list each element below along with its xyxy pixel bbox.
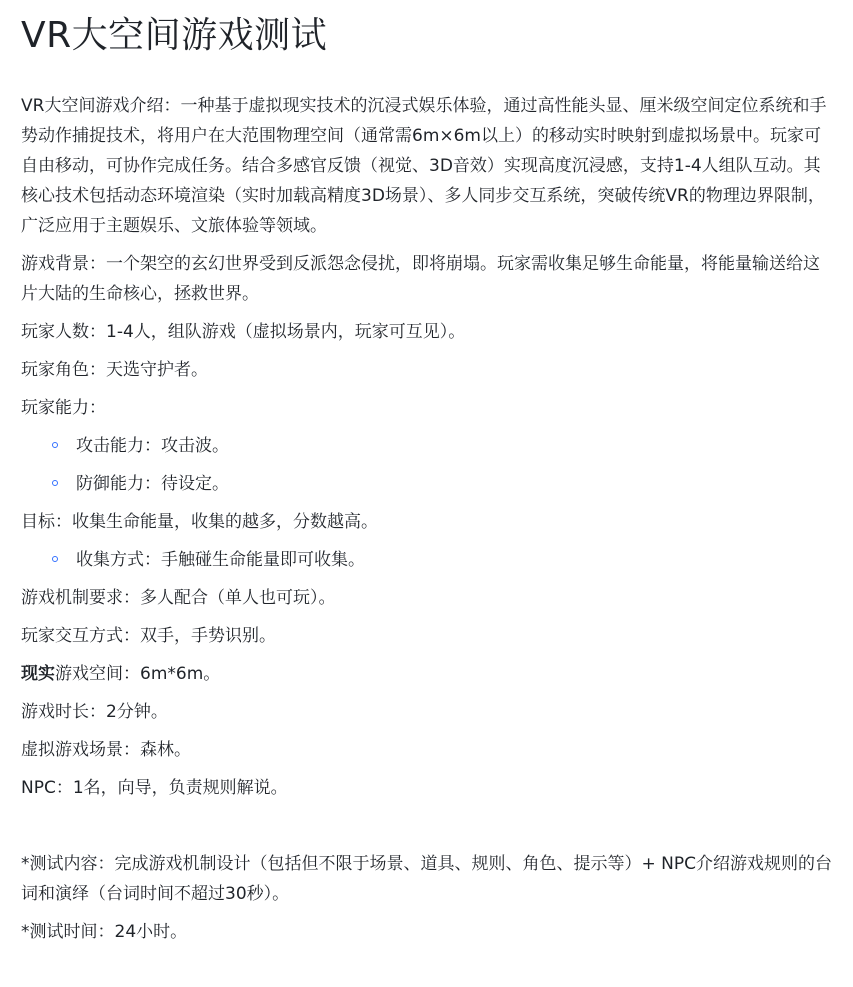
- mechanic-line: 游戏机制要求：多人配合（单人也可玩）。: [21, 588, 336, 608]
- list-item: [21, 545, 833, 575]
- document-page: [21, 0, 833, 947]
- test-content-paragraph: *测试内容：完成游戏机制设计（包括但不限于场景、道具、规则、角色、提示等）+ NPC介绍游戏规则的台词和演绎（台词时间不超过30秒）。: [21, 854, 832, 904]
- scene-line: 虚拟游戏场景：森林。: [21, 740, 191, 760]
- duration-line: 游戏时长：2分钟。: [21, 702, 168, 722]
- npc-line: NPC：1名，向导，负责规则解说。: [21, 778, 288, 798]
- player-count-line: 玩家人数：1-4人，组队游戏（虚拟场景内，玩家可互见）。: [21, 322, 466, 342]
- test-time-line: *测试时间：24小时。: [21, 922, 188, 942]
- list-item-text: 收集方式：手触碰生命能量即可收集。: [76, 550, 365, 570]
- player-ability-label: 玩家能力：: [21, 398, 106, 418]
- bullet-icon: [52, 442, 58, 448]
- space-rest-text: 游戏空间：6m*6m。: [55, 664, 221, 684]
- bullet-icon: [52, 556, 58, 562]
- goal-list: [21, 545, 833, 575]
- space-bold-text: 现实: [21, 664, 55, 684]
- list-item-text: 防御能力：待设定。: [76, 474, 229, 494]
- list-item: [21, 469, 833, 499]
- interaction-line: 玩家交互方式：双手，手势识别。: [21, 626, 276, 646]
- list-item-text: 攻击能力：攻击波。: [76, 436, 229, 456]
- page-title: VR大空间游戏测试: [21, 15, 328, 56]
- player-role-line: 玩家角色：天选守护者。: [21, 360, 208, 380]
- bullet-icon: [52, 480, 58, 486]
- list-item: [21, 431, 833, 461]
- empty-line: [21, 803, 833, 841]
- goal-line: 目标：收集生命能量，收集的越多，分数越高。: [21, 512, 378, 532]
- background-paragraph: 游戏背景：一个架空的玄幻世界受到反派怨念侵扰，即将崩塌。玩家需收集足够生命能量，将能量输送给这片大陆的生命核心，拯救世界。: [21, 254, 820, 304]
- intro-paragraph: VR大空间游戏介绍：一种基于虚拟现实技术的沉浸式娱乐体验，通过高性能头显、厘米级空间定位系统和手势动作捕捉技术，将用户在大范围物理空间（通常需6m×6m以上）的移动实时映射到虚拟场景中。玩家可自由移动，可协作完成任务。结合多感官反馈（视觉、3D音效）实现高度沉浸感，支持1-4人组队互动。其核心技术包括动态环境渲染（实时加载高精度3D场景）、多人同步交互系统，突破传统VR的物理边界限制，广泛应用于主题娱乐、文旅体验等领域。: [21, 96, 827, 236]
- player-ability-list: [21, 431, 833, 499]
- space-line: [21, 659, 833, 689]
